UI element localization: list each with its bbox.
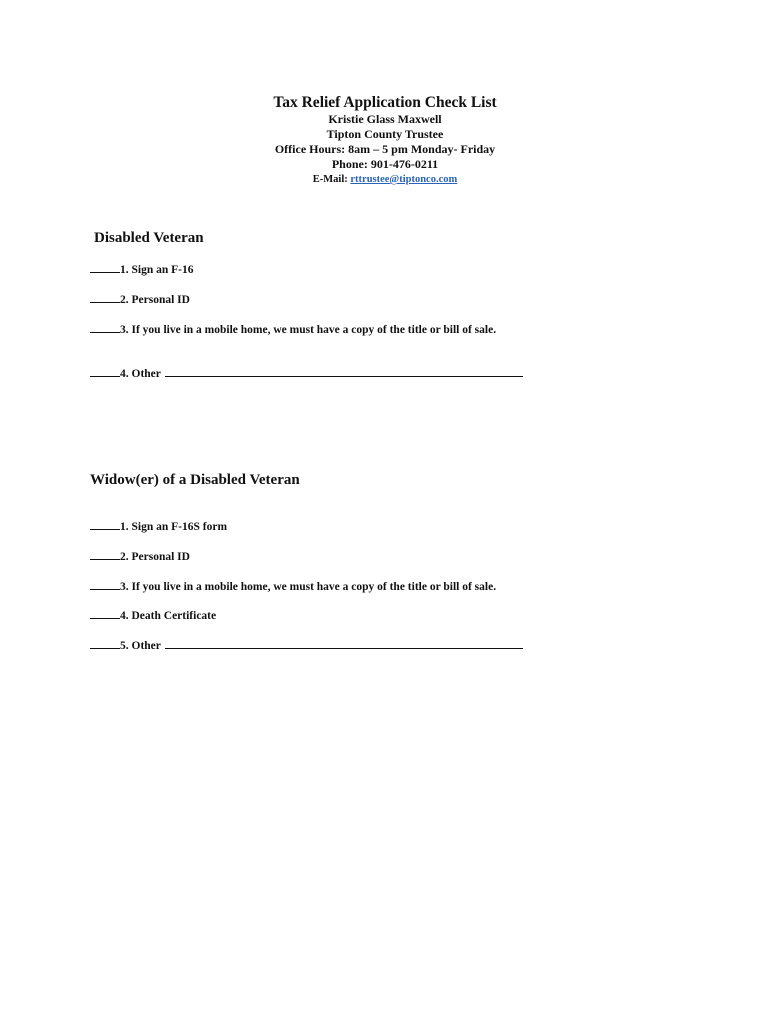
phone-number: Phone: 901-476-0211 [331,157,439,171]
item-text: 3. If you live in a mobile home, we must have a copy of the title or bill of sale. [120,581,497,593]
email-label: E-Mail: [312,174,351,185]
item-text: 2. Personal ID [120,294,190,306]
checklist-item [90,608,216,623]
section-heading-disabled-veteran: Disabled Veteran [94,230,204,246]
item-text: 3. If you live in a mobile home, we must have a copy of the title or bill of sale. [120,324,497,336]
office-name: Tipton County Trustee [326,127,444,141]
item-text: 4. Death Certificate [120,610,217,622]
document-title: Tax Relief Application Check List [273,94,497,111]
check-blank[interactable] [90,579,120,590]
email-link[interactable]: rttrustee@tiptonco.com [350,174,458,185]
checklist-item [90,579,496,594]
check-blank[interactable] [90,292,120,303]
item-text: 1. Sign an F-16 [120,264,194,276]
item-text: 5. Other [120,640,161,652]
check-blank[interactable] [90,519,120,530]
check-blank[interactable] [90,608,120,619]
other-fill-line[interactable] [165,638,523,649]
checklist-item [90,549,190,564]
item-text: 1. Sign an F-16S form [120,521,228,533]
section-heading-widower: Widow(er) of a Disabled Veteran [90,472,300,488]
item-text: 4. Other [120,368,161,380]
check-blank[interactable] [90,549,120,560]
checklist-item [90,262,194,277]
document-header [0,93,770,187]
check-blank[interactable] [90,638,120,649]
other-fill-line[interactable] [165,366,523,377]
check-blank[interactable] [90,322,120,333]
checklist-item [90,366,523,381]
trustee-name: Kristie Glass Maxwell [328,112,442,126]
check-blank[interactable] [90,366,120,377]
checklist-item [90,292,190,307]
office-hours: Office Hours: 8am – 5 pm Monday- Friday [274,142,496,156]
check-blank[interactable] [90,262,120,273]
email-line [0,172,770,187]
checklist-item [90,519,227,534]
checklist-item [90,322,496,337]
item-text: 2. Personal ID [120,551,190,563]
checklist-item [90,638,523,653]
